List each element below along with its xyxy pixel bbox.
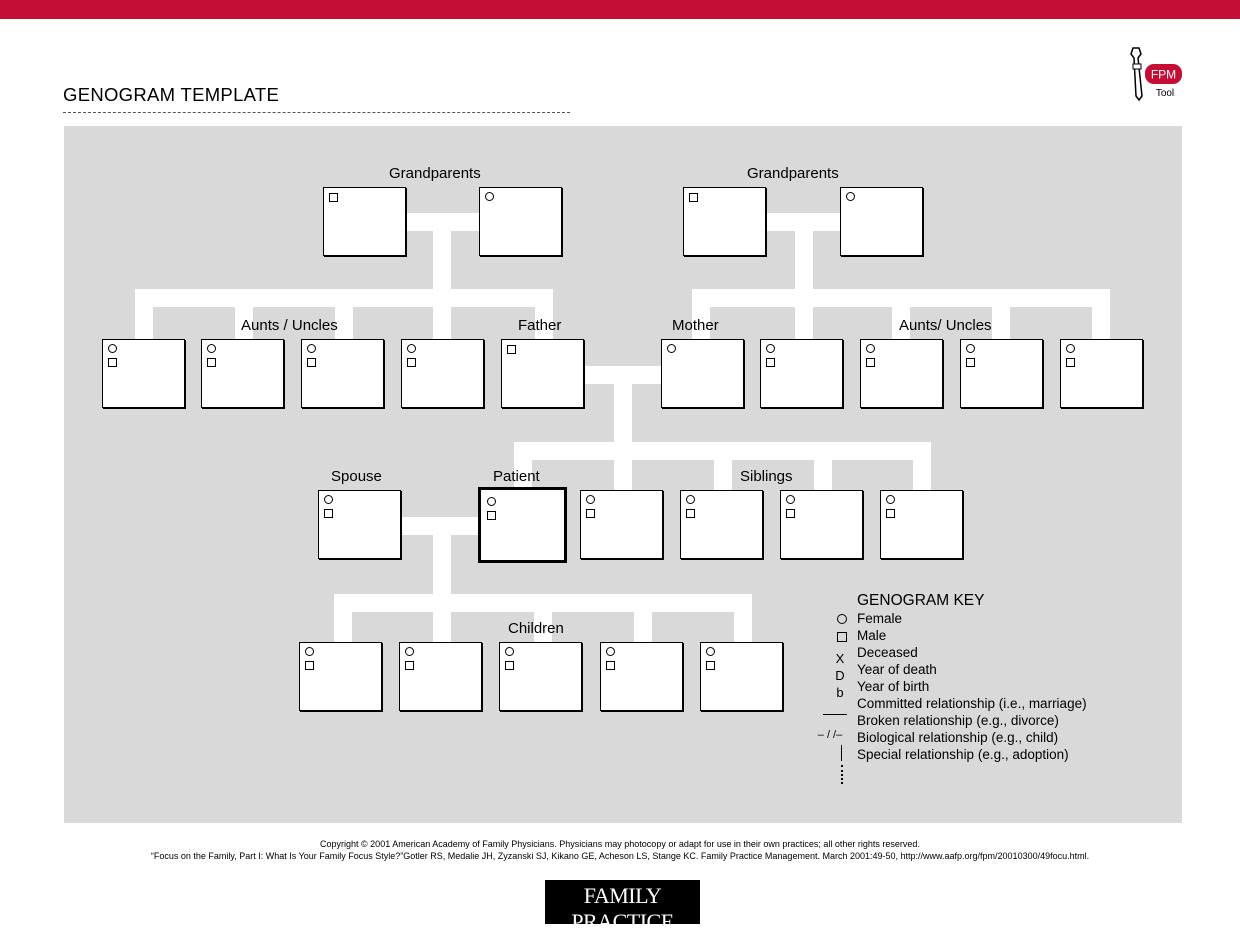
key-item-male: Male	[857, 628, 887, 643]
female-icon	[667, 344, 676, 353]
aunt-uncle-box[interactable]	[301, 339, 384, 408]
male-icon	[706, 661, 715, 670]
child-box[interactable]	[299, 642, 382, 711]
label-aunts-uncles-right: Aunts/ Uncles	[899, 317, 992, 334]
key-broken-symbol: – / /–	[817, 729, 843, 741]
connector	[767, 213, 840, 231]
logo-sub-text: Tool	[1155, 88, 1175, 99]
female-icon	[407, 344, 416, 353]
sibling-box[interactable]	[680, 490, 763, 559]
connector	[334, 594, 752, 612]
fpm-tool-logo	[1125, 46, 1185, 106]
male-icon	[407, 358, 416, 367]
mother-box[interactable]	[661, 339, 744, 408]
female-icon	[586, 495, 595, 504]
brand-line-1: FAMILY PRACTICE	[571, 883, 674, 934]
aunt-uncle-box[interactable]	[1060, 339, 1143, 408]
female-icon	[1066, 344, 1075, 353]
connector	[334, 612, 352, 642]
male-icon	[886, 509, 895, 518]
sibling-box[interactable]	[580, 490, 663, 559]
connector	[795, 231, 813, 289]
label-aunts-uncles-left: Aunts / Uncles	[241, 317, 338, 334]
key-death-symbol: D	[835, 668, 845, 683]
connector	[814, 460, 832, 490]
connector	[734, 612, 752, 642]
key-item-committed: Committed relationship (i.e., marriage)	[857, 696, 1087, 711]
connector	[433, 307, 451, 339]
aunt-uncle-box[interactable]	[201, 339, 284, 408]
male-icon	[766, 358, 775, 367]
female-icon	[207, 344, 216, 353]
aunt-uncle-box[interactable]	[760, 339, 843, 408]
key-committed-line-icon	[823, 714, 847, 715]
male-icon	[329, 193, 338, 202]
connector	[433, 535, 451, 594]
male-icon	[507, 345, 516, 354]
connector	[913, 460, 931, 490]
male-icon	[686, 509, 695, 518]
key-biological-line-icon	[841, 745, 842, 761]
key-item-female: Female	[857, 611, 903, 626]
connector	[514, 442, 931, 460]
aunt-uncle-box[interactable]	[860, 339, 943, 408]
label-patient: Patient	[493, 468, 540, 485]
connector	[433, 612, 451, 642]
father-box[interactable]	[501, 339, 584, 408]
key-deceased-symbol: X	[835, 651, 845, 666]
key-item-broken: Broken relationship (e.g., divorce)	[857, 713, 1059, 728]
grandparent-male-box[interactable]	[323, 187, 406, 256]
male-icon	[689, 193, 698, 202]
patient-box[interactable]	[478, 487, 567, 563]
label-grandparents-left: Grandparents	[389, 165, 481, 182]
key-male-icon	[837, 632, 847, 642]
child-box[interactable]	[499, 642, 582, 711]
male-icon	[405, 661, 414, 670]
male-icon	[966, 358, 975, 367]
connector	[992, 307, 1010, 339]
connector	[405, 213, 480, 231]
female-icon	[405, 647, 414, 656]
female-icon	[307, 344, 316, 353]
aunt-uncle-box[interactable]	[102, 339, 185, 408]
label-mother: Mother	[672, 317, 719, 334]
label-spouse: Spouse	[331, 468, 382, 485]
label-grandparents-right: Grandparents	[747, 165, 839, 182]
female-icon	[305, 647, 314, 656]
spouse-box[interactable]	[318, 490, 401, 559]
connector	[614, 384, 632, 442]
genogram-key-title: GENOGRAM KEY	[857, 592, 985, 609]
label-siblings: Siblings	[740, 468, 793, 485]
male-icon	[324, 509, 333, 518]
male-icon	[207, 358, 216, 367]
female-icon	[886, 495, 895, 504]
aunt-uncle-box[interactable]	[960, 339, 1043, 408]
connector	[795, 307, 813, 339]
connector	[1092, 307, 1110, 339]
child-box[interactable]	[399, 642, 482, 711]
child-box[interactable]	[700, 642, 783, 711]
male-icon	[1066, 358, 1075, 367]
citation: “Focus on the Family, Part I: What Is Your Family Focus Style?”Gotler RS, Medalie JH, Zyzanski SJ, Kikano GE, Acheson LS, Stange KC. Family Practice Management. March 2001:49-50, http://www.aafp.org/fpm/20010300/49focu.html.	[150, 851, 1090, 861]
sibling-box[interactable]	[880, 490, 963, 559]
page-title: GENOGRAM TEMPLATE	[63, 84, 280, 105]
female-icon	[606, 647, 615, 656]
male-icon	[307, 358, 316, 367]
female-icon	[866, 344, 875, 353]
female-icon	[846, 192, 855, 201]
female-icon	[686, 495, 695, 504]
male-icon	[108, 358, 117, 367]
connector	[714, 460, 732, 490]
top-accent-bar	[0, 0, 1240, 19]
key-item-deceased: Deceased	[857, 645, 918, 660]
key-female-icon	[837, 614, 847, 624]
male-icon	[586, 509, 595, 518]
key-item-year-of-death: Year of death	[857, 662, 937, 677]
key-special-line-icon	[841, 765, 843, 784]
female-icon	[485, 192, 494, 201]
female-icon	[706, 647, 715, 656]
aunt-uncle-box[interactable]	[401, 339, 484, 408]
connector	[401, 517, 478, 535]
female-icon	[505, 647, 514, 656]
male-icon	[606, 661, 615, 670]
female-icon	[786, 495, 795, 504]
connector	[634, 612, 652, 642]
connector	[433, 231, 451, 289]
male-icon	[487, 511, 496, 520]
copyright-notice: Copyright © 2001 American Academy of Family Physicians. Physicians may photocopy or adapt for use in their own practices; all other rights reserved.	[320, 839, 920, 849]
key-item-special: Special relationship (e.g., adoption)	[857, 747, 1069, 762]
title-divider	[63, 112, 570, 113]
connector	[135, 307, 153, 339]
grandparent-female-box[interactable]	[479, 187, 562, 256]
female-icon	[966, 344, 975, 353]
child-box[interactable]	[600, 642, 683, 711]
key-birth-symbol: b	[836, 685, 844, 700]
family-practice-management-logo	[545, 880, 700, 945]
female-icon	[766, 344, 775, 353]
male-icon	[866, 358, 875, 367]
male-icon	[505, 661, 514, 670]
connector	[584, 366, 662, 384]
key-item-year-of-birth: Year of birth	[857, 679, 930, 694]
grandparent-female-box[interactable]	[840, 187, 923, 256]
female-icon	[108, 344, 117, 353]
grandparent-male-box[interactable]	[683, 187, 766, 256]
logo-badge-text: FPM	[1150, 67, 1177, 82]
male-icon	[305, 661, 314, 670]
key-item-biological: Biological relationship (e.g., child)	[857, 730, 1059, 745]
connector	[614, 460, 632, 490]
wrench-icon	[1125, 46, 1185, 106]
female-icon	[487, 497, 496, 506]
connector	[135, 289, 553, 307]
connector	[692, 289, 1110, 307]
male-icon	[786, 509, 795, 518]
label-father: Father	[518, 317, 562, 334]
label-children: Children	[508, 620, 564, 637]
female-icon	[324, 495, 333, 504]
sibling-box[interactable]	[780, 490, 863, 559]
brand-line-2: MANAGEMENT	[575, 935, 670, 945]
